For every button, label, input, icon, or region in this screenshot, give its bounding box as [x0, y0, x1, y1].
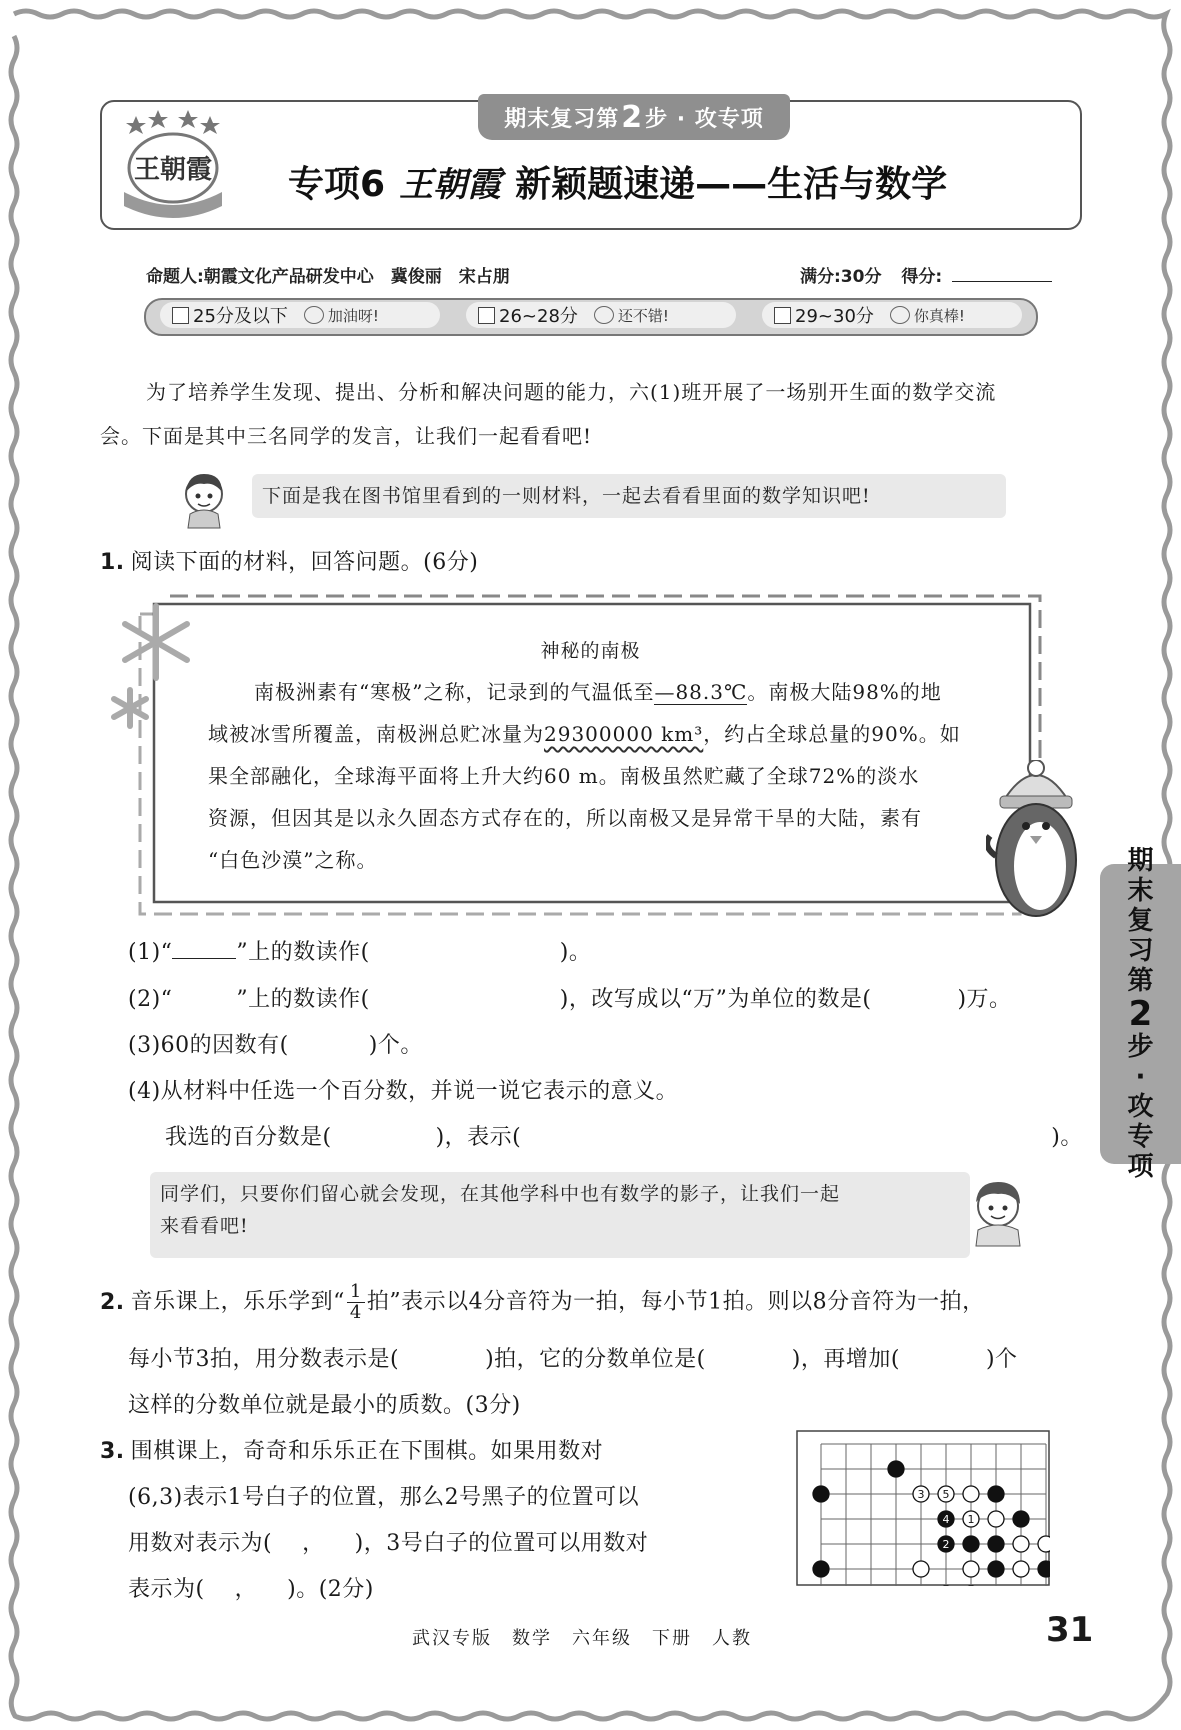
question-2-line-2: 每小节3拍，用分数表示是( )拍，它的分数单位是( )，再增加( )个	[128, 1347, 1018, 1372]
rating-range-2: 26~28分	[499, 306, 578, 327]
side-tab-char: 步	[1127, 1032, 1154, 1062]
girl-avatar-icon	[178, 470, 230, 530]
project-label: 专项6	[288, 163, 386, 205]
q1-sub-2: (2)“ ”上的数读作( )，改写成以“万”为单位的数是( )万。	[128, 987, 1012, 1012]
black-stone	[1013, 1511, 1029, 1527]
question-3-line-1: 3. 围棋课上，奇奇和乐乐正在下围棋。如果用数对	[100, 1439, 604, 1464]
q1-sub-1-underline-marker	[172, 958, 236, 959]
score-blank[interactable]	[952, 281, 1052, 282]
black-stone	[813, 1561, 829, 1577]
rating-range-1: 25分及以下	[193, 306, 288, 327]
question-3-line-3: 用数对表示为( ， )，3号白子的位置可以用数对	[128, 1531, 649, 1556]
black-stone	[1038, 1561, 1050, 1577]
question-1-text: 阅读下面的材料，回答问题。(6分)	[130, 550, 479, 575]
side-tab-char: 专	[1127, 1122, 1154, 1152]
question-2-number: 2.	[100, 1289, 125, 1315]
q1-sub-4-answer-line: 我选的百分数是( )，表示( )。	[165, 1125, 1083, 1150]
temperature-underlined: —88.3℃	[654, 680, 748, 704]
header-title	[288, 150, 947, 212]
stone-number-label: 1	[967, 1513, 975, 1526]
white-stone	[963, 1486, 979, 1502]
black-stone	[963, 1536, 979, 1552]
side-tab-char: 末	[1127, 876, 1154, 906]
question-3-line-2: (6,3)表示1号白子的位置，那么2号黑子的位置可以	[128, 1485, 640, 1510]
page-number: 31	[1046, 1610, 1094, 1650]
side-tab-char: 习	[1127, 936, 1154, 966]
header-tab-prefix: 期末复习第	[504, 106, 620, 132]
side-tab-char: 攻	[1127, 1092, 1154, 1122]
white-stone	[1013, 1536, 1029, 1552]
rating-option-3	[762, 302, 1022, 328]
white-stone	[913, 1561, 929, 1577]
snowflake-icon	[108, 602, 198, 732]
rating-option-1	[160, 302, 440, 328]
rating-option-2	[466, 302, 736, 328]
intro-line-1: 为了培养学生发现、提出、分析和解决问题的能力，六(1)班开展了一场别开生面的数学交流	[146, 380, 997, 404]
side-step-tab	[1100, 846, 1181, 1182]
side-tab-char: 项	[1127, 1152, 1154, 1182]
speech-bubble-2	[150, 1172, 970, 1258]
rating-checkbox-2[interactable]	[478, 307, 495, 324]
black-stone	[888, 1461, 904, 1477]
white-stone	[963, 1561, 979, 1577]
smiley-icon	[594, 306, 614, 324]
fraction-one-quarter: $\frac{1}{4}$	[347, 1282, 365, 1323]
bubble-2-line-1: 同学们，只要你们留心就会发现，在其他学科中也有数学的影子，让我们一起	[160, 1183, 841, 1205]
rating-range-3: 29~30分	[795, 306, 874, 327]
header-step-tab	[478, 94, 790, 140]
authors-line: 命题人:朝霞文化产品研发中心 冀俊丽 宋占朋	[146, 267, 510, 287]
header-tab-step: 2	[621, 99, 644, 135]
rating-checkbox-3[interactable]	[774, 307, 791, 324]
story-line-2: 域被冰雪所覆盖，南极洲总贮冰量为29300000 km³，约占全球总量的90%。如	[208, 722, 961, 746]
stone-number-label: 2	[942, 1538, 950, 1551]
white-stone	[1013, 1561, 1029, 1577]
intro-line-2: 会。下面是其中三名同学的发言，让我们一起看看吧!	[100, 424, 593, 448]
smiley-icon	[890, 306, 910, 324]
brand-logo	[116, 108, 230, 220]
header-tab-suffix: 步 · 攻专项	[645, 106, 764, 132]
speech-bubble-1: 下面是我在图书馆里看到的一则材料，一起去看看里面的数学知识吧!	[252, 474, 1006, 518]
story-line-4: 资源，但因其是以永久固态方式存在的，所以南极又是异常干旱的大陆，素有	[208, 806, 922, 830]
full-score: 满分:30分	[800, 267, 882, 287]
side-tab-char: 2	[1128, 994, 1153, 1034]
score-label: 得分:	[901, 267, 943, 287]
side-tab-char: 复	[1127, 906, 1154, 936]
story-line-5: “白色沙漠”之称。	[208, 848, 378, 872]
q1-sub-4: (4)从材料中任选一个百分数，并说一说它表示的意义。	[128, 1079, 679, 1104]
story-title: 神秘的南极	[540, 640, 641, 662]
smiley-icon	[304, 306, 324, 324]
rating-cheer-2: 还不错!	[594, 305, 669, 326]
question-3-number: 3.	[100, 1439, 125, 1464]
boy-avatar-icon	[964, 1176, 1030, 1248]
question-1-heading	[100, 545, 478, 576]
go-board	[796, 1430, 1050, 1586]
footer-edition: 武汉专版 数学 六年级 下册 人教	[412, 1628, 752, 1649]
black-stone	[988, 1536, 1004, 1552]
rating-checkbox-1[interactable]	[172, 307, 189, 324]
logo-text: 王朝霞	[133, 155, 213, 185]
score-area	[800, 262, 1052, 287]
white-stone	[988, 1511, 1004, 1527]
black-stone	[813, 1486, 829, 1502]
rating-cheer-1: 加油呀!	[304, 305, 379, 326]
white-stone	[1038, 1536, 1050, 1552]
black-stone	[988, 1486, 1004, 1502]
side-tab-char: 第	[1127, 966, 1154, 996]
q1-sub-2-wavy-marker	[172, 987, 236, 1012]
question-3-line-4: 表示为( ， )。(2分)	[128, 1577, 374, 1602]
black-stone	[988, 1561, 1004, 1577]
page-title: 新颖题速递——生活与数学	[515, 163, 948, 205]
side-tab-char: 期	[1127, 846, 1154, 876]
stone-number-label: 3	[917, 1488, 925, 1501]
rating-cheer-3: 你真棒!	[890, 305, 965, 326]
brand-script-title: 王朝霞	[399, 164, 502, 205]
stone-number-label: 4	[942, 1513, 950, 1526]
story-line-1: 南极洲素有“寒极”之称，记录到的气温低至—88.3℃。南极大陆98%的地	[254, 680, 942, 704]
question-1-number: 1.	[100, 550, 125, 575]
q1-sub-1: (1)“ ”上的数读作( )。	[128, 940, 592, 965]
stone-number-label: 5	[942, 1488, 950, 1501]
question-2-line-1: 2. 音乐课上，乐乐学到“ $\frac{1}{4}$ 拍”表示以4分音符为一拍，每小节1拍。则以8分音符为一拍，	[100, 1281, 985, 1323]
ice-volume-wavy: 29300000 km³	[544, 722, 704, 746]
question-2-line-3: 这样的分数单位就是最小的质数。(3分)	[128, 1393, 521, 1418]
penguin-icon	[986, 760, 1086, 920]
side-tab-char: ·	[1135, 1062, 1146, 1092]
story-line-3: 果全部融化，全球海平面将上升大约60 m。南极虽然贮藏了全球72%的淡水	[208, 764, 920, 788]
bubble-2-line-2: 来看看吧!	[160, 1215, 249, 1237]
q1-sub-3: (3)60的因数有( )个。	[128, 1033, 423, 1058]
